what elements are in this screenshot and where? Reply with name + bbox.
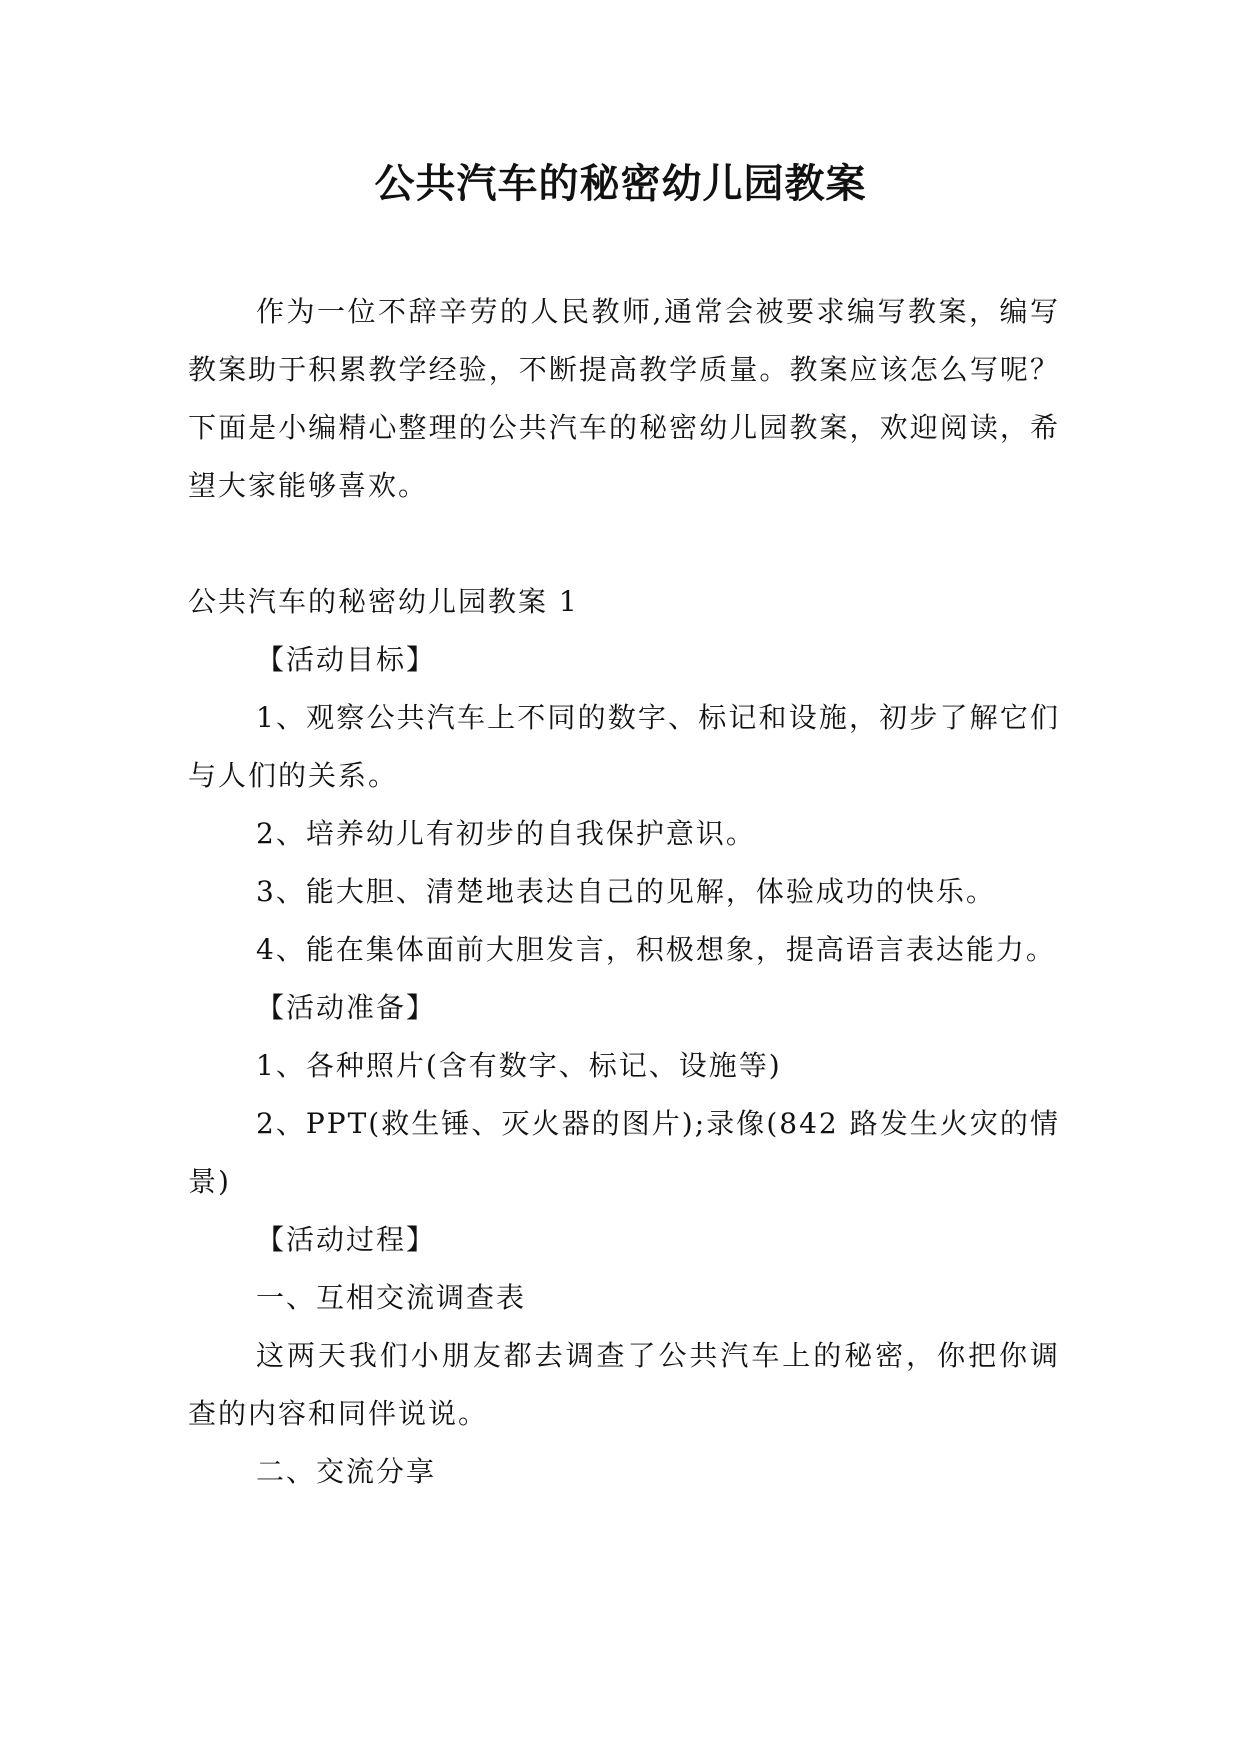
intro-paragraph: 作为一位不辞辛劳的人民教师,通常会被要求编写教案，编写教案助于积累教学经验，不断提高教学质量。教案应该怎么写呢？下面是小编精心整理的公共汽车的秘密幼儿园教案，欢迎阅读，希望大家能够喜欢。 <box>188 295 1060 502</box>
prep-item: 2、PPT(救生锤、灭火器的图片);录像(842 路发生火灾的情景) <box>188 1107 1060 1198</box>
process-heading: 【活动过程】 <box>256 1223 437 1256</box>
goal-item: 3、能大胆、清楚地表达自己的见解，体验成功的快乐。 <box>256 875 996 908</box>
step-text: 这两天我们小朋友都去调查了公共汽车上的秘密，你把你调查的内容和同伴说说。 <box>188 1339 1060 1430</box>
section-title: 公共汽车的秘密幼儿园教案 1 <box>188 585 579 618</box>
goal-item: 2、培养幼儿有初步的自我保护意识。 <box>256 817 756 850</box>
prep-heading: 【活动准备】 <box>256 991 437 1024</box>
document-body <box>188 283 1060 1501</box>
prep-item: 1、各种照片(含有数字、标记、设施等) <box>256 1049 782 1082</box>
goal-item: 4、能在集体面前大胆发言，积极想象，提高语言表达能力。 <box>256 933 1056 966</box>
document-title: 公共汽车的秘密幼儿园教案 <box>374 160 867 207</box>
goal-item: 1、观察公共汽车上不同的数字、标记和设施，初步了解它们与人们的关系。 <box>188 701 1060 792</box>
goals-heading: 【活动目标】 <box>256 643 437 676</box>
step-heading: 一、互相交流调查表 <box>256 1281 527 1314</box>
step-heading: 二、交流分享 <box>256 1455 437 1488</box>
